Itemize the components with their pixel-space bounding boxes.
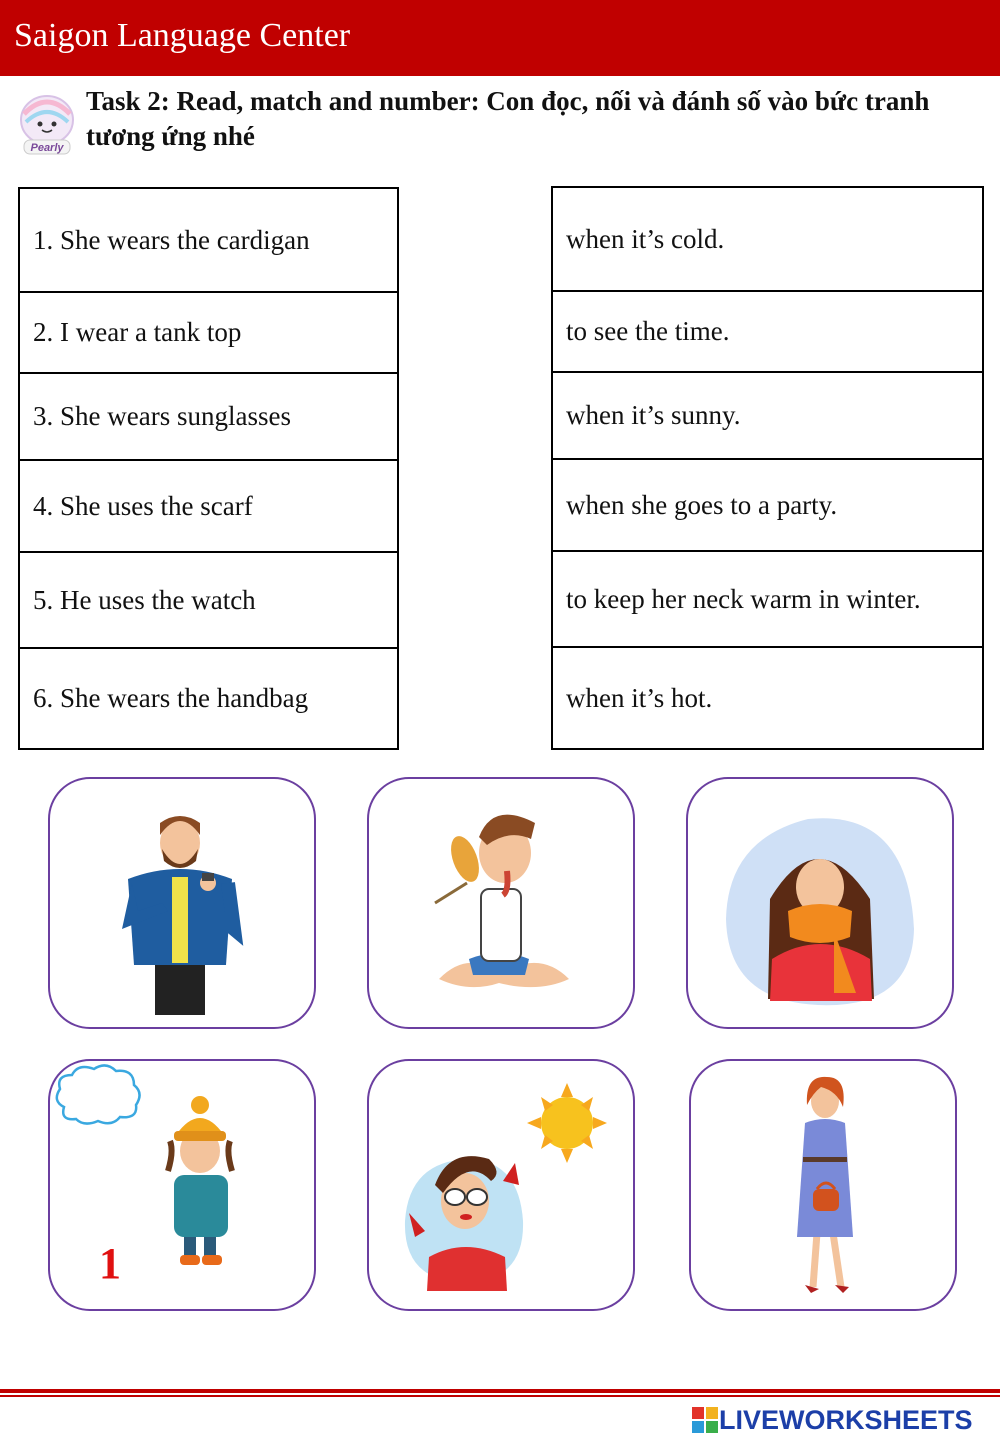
right-table-cell: when she goes to a party.: [552, 459, 983, 551]
left-table-cell: 5. He uses the watch: [19, 552, 398, 648]
hot-boy-with-fan-icon: [369, 779, 637, 1031]
right-table-cell: to see the time.: [552, 291, 983, 372]
right-table-cell: when it’s sunny.: [552, 372, 983, 459]
right-table-cell: when it’s hot.: [552, 647, 983, 749]
woman-with-handbag-icon: [691, 1061, 959, 1313]
woman-with-sunglasses-and-sun-icon: [369, 1061, 637, 1313]
left-table-cell: 4. She uses the scarf: [19, 460, 398, 552]
right-sentence-table: [551, 186, 984, 750]
picture-card[interactable]: [367, 777, 635, 1029]
task-instruction: Task 2: Read, match and number: Con đọc, nối và đánh số vào bức tranh tương ứng nhé: [86, 86, 930, 151]
liveworksheets-logo-icon: [692, 1407, 718, 1433]
sun-icon: [527, 1083, 607, 1163]
header-bar: [0, 0, 1000, 76]
woman-with-scarf-icon: [688, 779, 956, 1031]
answer-cloud-icon: [50, 1061, 146, 1127]
liveworksheets-brand[interactable]: LIVEWORKSHEETS: [719, 1405, 973, 1435]
mascot-label: Pearly: [30, 142, 64, 154]
left-table-cell: 6. She wears the handbag: [19, 648, 398, 749]
left-sentence-table: [18, 187, 399, 750]
left-table-cell: 3. She wears sunglasses: [19, 373, 398, 460]
picture-card[interactable]: [48, 777, 316, 1029]
footer-divider-thin: [0, 1395, 1000, 1397]
header-title: Saigon Language Center: [14, 17, 351, 54]
right-table-cell: to keep her neck warm in winter.: [552, 551, 983, 647]
left-table-cell: 1. She wears the cardigan: [19, 188, 398, 292]
man-with-watch-icon: [50, 779, 318, 1031]
picture-card[interactable]: [689, 1059, 957, 1311]
footer-divider: [0, 1389, 1000, 1393]
left-table-cell: 2. I wear a tank top: [19, 292, 398, 373]
pearly-mascot-icon: [16, 92, 78, 156]
picture-card[interactable]: [686, 777, 954, 1029]
right-table-cell: when it’s cold.: [552, 187, 983, 291]
answer-number[interactable]: 1: [99, 1239, 121, 1288]
picture-card[interactable]: [48, 1059, 316, 1311]
picture-card[interactable]: [367, 1059, 635, 1311]
